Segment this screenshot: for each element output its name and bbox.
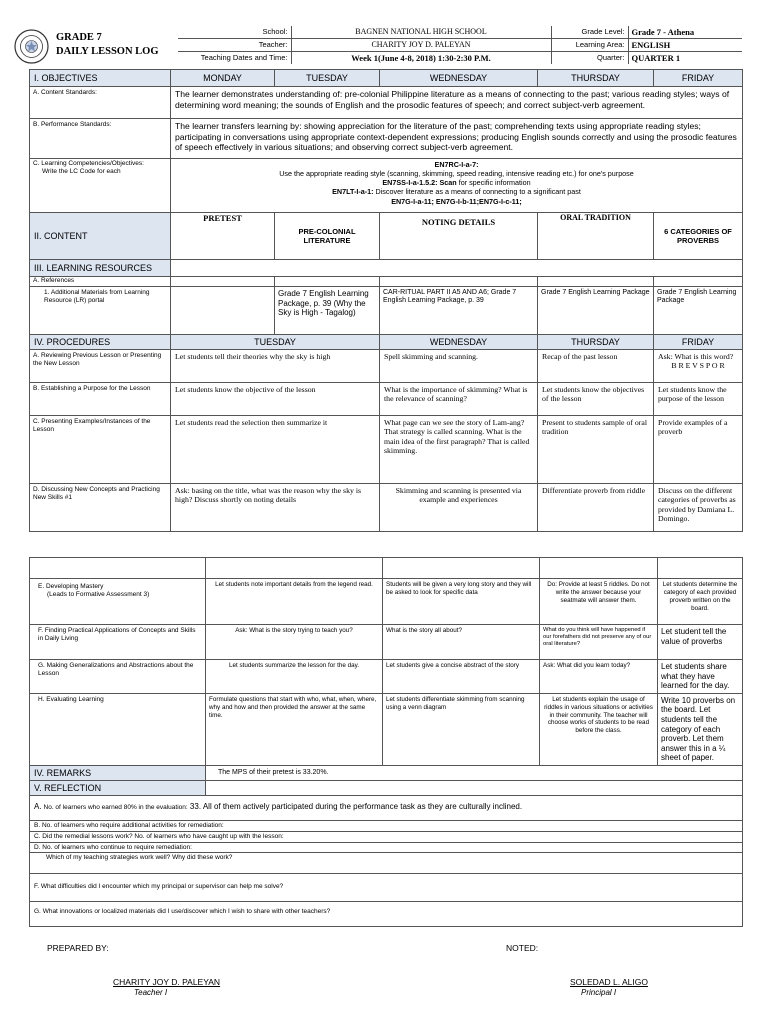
proc-f-thursday: What do you think will have happened if our forefathers did not preserve any of our oral literature? bbox=[540, 625, 658, 660]
proc-b-tuesday: Let students know the objective of the lesson bbox=[171, 383, 380, 416]
lc-code-4: EN7G-I-a-11; EN7G-I-b-11;EN7G-I-c-11; bbox=[391, 196, 522, 206]
additional-materials-label: 1. Additional Materials from Learning Resource (LR) portal bbox=[30, 287, 171, 335]
proc-f-wednesday: What is the story all about? bbox=[383, 625, 540, 660]
performance-standards-label: B. Performance Standards: bbox=[30, 119, 171, 159]
dll-main-table bbox=[29, 69, 743, 532]
objectives-header-row bbox=[30, 70, 743, 87]
principal-signature-name: SOLEDAD L. ALIGO bbox=[570, 977, 648, 987]
references-label: A. References bbox=[30, 277, 171, 287]
proc-a-friday-word: B R E V S P O R bbox=[671, 361, 725, 371]
content-standards-text: The learner demonstrates understanding of: pre-colonial Philippine literature as a means of connecting to the past; various reading styles; ways of determining word meaning; the sounds of English and the prosodic features of speech; and correct subject-verb agreement. bbox=[171, 87, 743, 119]
proc-a-thursday: Recap of the past lesson bbox=[538, 350, 654, 383]
proc-g-tuesday: Let students summarize the lesson for the day. bbox=[206, 660, 383, 694]
resources-title: III. LEARNING RESOURCES bbox=[30, 260, 171, 277]
school-value: BAGNEN NATIONAL HIGH SCHOOL bbox=[291, 26, 551, 39]
proc-b-label: B. Establishing a Purpose for the Lesson bbox=[30, 383, 171, 416]
proc-f-tuesday: Ask: What is the story trying to teach you? bbox=[206, 625, 383, 660]
grade-value: Grade 7 - Athena bbox=[628, 26, 742, 39]
day-tuesday: TUESDAY bbox=[275, 70, 380, 87]
teacher-label: Teacher: bbox=[178, 39, 291, 52]
procedures-title: IV. PROCEDURES bbox=[30, 335, 171, 350]
proc-b-thursday: Let students know the objectives of the lesson bbox=[538, 383, 654, 416]
day-thursday: THURSDAY bbox=[538, 70, 654, 87]
title-dll: DAILY LESSON LOG bbox=[56, 46, 159, 58]
quarter-label: Quarter: bbox=[551, 52, 628, 65]
proc-g-thursday: Ask: What did you learn today? bbox=[540, 660, 658, 694]
day-wednesday: WEDNESDAY bbox=[380, 70, 538, 87]
proc-c-label: C. Presenting Examples/Instances of the Lesson bbox=[30, 416, 171, 484]
reflection-g bbox=[30, 902, 743, 927]
proc-f-friday: Let student tell the value of proverbs bbox=[658, 625, 743, 660]
lc-desc-3: Discover literature as a means of connecting to a significant past bbox=[373, 187, 581, 197]
content-title: II. CONTENT bbox=[30, 213, 171, 260]
lc-desc-2: for specific information bbox=[456, 178, 531, 188]
proc-g-label: G. Making Generalizations and Abstractions about the Lesson bbox=[30, 660, 206, 694]
dll-lower-table bbox=[29, 557, 743, 927]
resource-friday: Grade 7 English Learning Package bbox=[654, 287, 743, 335]
grade-label: Grade Level: bbox=[551, 26, 628, 39]
reflection-d: D. No. of learners who continue to require remediation: bbox=[30, 842, 743, 853]
competencies-label: C. Learning Competencies/Objectives: bbox=[33, 160, 144, 167]
dates-value: Week 1(June 4-8, 2018) 1:30-2:30 P.M. bbox=[291, 52, 551, 65]
proc-a-wednesday: Spell skimming and scanning. bbox=[380, 350, 538, 383]
resource-thursday: Grade 7 English Learning Package bbox=[538, 287, 654, 335]
proc-c-wednesday: What page can we see the story of Lam-ang? That strategy is called scanning. What is the main idea of the first paragraph? That is called skimming. bbox=[380, 416, 538, 484]
area-value: ENGLISH bbox=[628, 39, 742, 52]
resource-tuesday: Grade 7 English Learning Package, p. 39 (Why the Sky is High - Tagalog) bbox=[275, 287, 380, 335]
reflection-a-letter: A. bbox=[34, 801, 42, 811]
deped-seal bbox=[14, 29, 49, 64]
lc-desc-1: Use the appropriate reading style (scanning, skimming, speed reading, intensive reading etc.) for one's purpose bbox=[279, 169, 634, 179]
proc-b-friday: Let students know the purpose of the lesson bbox=[654, 383, 743, 416]
doc-title bbox=[56, 31, 159, 59]
resource-wednesday: CAR-RITUAL PART II A5 AND A6; Grade 7 English Learning Package, p. 39 bbox=[380, 287, 538, 335]
proc-a-friday: Ask: What is this word? bbox=[658, 352, 734, 361]
proc-e-wednesday: Students will be given a very long story and they will be asked to look for specific data bbox=[383, 579, 540, 625]
reflection-title: V. REFLECTION bbox=[30, 780, 206, 795]
lc-code-3: EN7LT-I-a-1: bbox=[332, 187, 374, 197]
reflection-f bbox=[30, 874, 743, 902]
reflection-a-value: 33. All of them actively participated during the performance task as they are culturally inclined. bbox=[187, 801, 523, 811]
header-table bbox=[178, 26, 742, 64]
proc-e-tuesday: Let students note important details from the legend read. bbox=[206, 579, 383, 625]
proc-day-wednesday: WEDNESDAY bbox=[380, 335, 538, 350]
proc-a-label: A. Reviewing Previous Lesson or Presenting the New Lesson bbox=[30, 350, 171, 383]
proc-c-tuesday: Let students read the selection then summarize it bbox=[171, 416, 380, 484]
lc-code-2: EN7SS-I-a-1.5.2: Scan bbox=[382, 178, 457, 188]
reflection-c: C. Did the remedial lessons work? No. of learners who have caught up with the lesson: bbox=[30, 831, 743, 842]
content-monday: PRETEST bbox=[171, 213, 275, 260]
proc-e-label: E. Developing Mastery bbox=[38, 583, 104, 590]
proc-c-friday: Provide examples of a proverb bbox=[654, 416, 743, 484]
proc-day-thursday: THURSDAY bbox=[538, 335, 654, 350]
area-label: Learning Area: bbox=[551, 39, 628, 52]
content-standards-label: A. Content Standards: bbox=[30, 87, 171, 119]
reflection-b: B. No. of learners who require additional activities for remediation: bbox=[30, 820, 743, 831]
proc-g-wednesday: Let students give a concise abstract of the story bbox=[383, 660, 540, 694]
proc-h-label: H. Evaluating Learning bbox=[30, 693, 206, 765]
proc-h-wednesday: Let students differentiate skimming from scanning using a venn diagram bbox=[383, 693, 540, 765]
proc-d-label: D. Discussing New Concepts and Practicing New Skills #1 bbox=[30, 484, 171, 532]
content-friday: 6 CATEGORIES OF PROVERBS bbox=[654, 213, 743, 260]
lc-code-1: EN7RC-I-a-7: bbox=[434, 160, 479, 169]
title-grade: GRADE 7 bbox=[56, 32, 102, 43]
prepared-by-label: PREPARED BY: bbox=[47, 943, 109, 953]
proc-f-label: F. Finding Practical Applications of Concepts and Skills in Daily Living bbox=[30, 625, 206, 660]
teacher-signature-role: Teacher I bbox=[134, 988, 168, 997]
proc-b-wednesday: What is the importance of skimming? What is the relevance of scanning? bbox=[380, 383, 538, 416]
reflection-a-label: No. of learners who earned 80% in the evaluation: bbox=[43, 803, 188, 811]
proc-e-thursday: Do: Provide at least 5 riddles. Do not write the answer because your seatmate will answer them. bbox=[540, 579, 658, 625]
proc-d-tuesday: Ask: basing on the title, what was the reason why the sky is high? Discuss shortly on noting details bbox=[171, 484, 380, 532]
proc-e-sublabel: (Leads to Formative Assessment 3) bbox=[47, 591, 150, 599]
day-friday: FRIDAY bbox=[654, 70, 743, 87]
competencies-sublabel: Write the LC Code for each bbox=[42, 168, 121, 176]
reflection-f-text: What difficulties did I encounter which my principal or supervisor can help me solve? bbox=[40, 883, 284, 891]
remarks-title: IV. REMARKS bbox=[30, 765, 206, 780]
reflection-e: Which of my teaching strategies work well? Why did these work? bbox=[30, 853, 743, 874]
proc-e-friday: Let students determine the category of each provided proverb written on the board. bbox=[658, 579, 743, 625]
performance-standards-text: The learner transfers learning by: showing appreciation for the literature of the past; comprehending texts using appropriate reading styles; participating in conversations using appropriate context-dependent expressions; producing English sounds correctly and using the prosodic features of speech effectively in various situations; and observing correct subject-verb agreement. bbox=[171, 119, 743, 159]
competencies-text bbox=[171, 159, 743, 213]
reflection-g-text: What innovations or localized materials did I use/discover which I wish to share with other teachers? bbox=[42, 908, 331, 916]
reflection-f-letter: F. bbox=[34, 883, 40, 891]
proc-d-thursday: Differentiate proverb from riddle bbox=[538, 484, 654, 532]
teacher-value: CHARITY JOY D. PALEYAN bbox=[291, 39, 551, 52]
proc-h-friday: Write 10 proverbs on the board. Let students tell the category of each proverb. Let them answer this in a ¼ sheet of paper. bbox=[658, 693, 743, 765]
proc-g-friday: Let students share what they have learned for the day. bbox=[658, 660, 743, 694]
proc-c-thursday: Present to students sample of oral tradition bbox=[538, 416, 654, 484]
school-label: School: bbox=[178, 26, 291, 39]
proc-d-wednesday: Skimming and scanning is presented via example and experiences bbox=[380, 484, 538, 532]
dates-label: Teaching Dates and Time: bbox=[178, 52, 291, 65]
proc-a-tuesday: Let students tell their theories why the sky is high bbox=[171, 350, 380, 383]
proc-d-friday: Discuss on the different categories of proverbs as provided by Damiana L. Domingo. bbox=[654, 484, 743, 532]
noted-label: NOTED: bbox=[506, 943, 539, 953]
content-thursday: ORAL TRADITION bbox=[538, 213, 654, 260]
proc-day-friday: FRIDAY bbox=[654, 335, 743, 350]
reflection-a bbox=[30, 795, 743, 820]
reflection-g-letter: G. bbox=[34, 908, 41, 916]
quarter-value: QUARTER 1 bbox=[628, 52, 742, 65]
remarks-text: The MPS of their pretest is 33.20%. bbox=[206, 765, 743, 780]
day-monday: MONDAY bbox=[171, 70, 275, 87]
objectives-title: I. OBJECTIVES bbox=[30, 70, 171, 87]
proc-day-tuesday: TUESDAY bbox=[171, 335, 380, 350]
content-tuesday: PRE-COLONIAL LITERATURE bbox=[275, 213, 380, 260]
content-wednesday: NOTING DETAILS bbox=[380, 213, 538, 260]
proc-h-tuesday: Formulate questions that start with who, what, when, where, why and how and then provided the answer at the same time. bbox=[206, 693, 383, 765]
principal-signature-role: Principal I bbox=[581, 988, 617, 997]
proc-h-thursday: Let students explain the usage of riddles in various situations or activities in their community. The teacher will choose works of students to be read before the class. bbox=[540, 693, 658, 765]
teacher-signature-name: CHARITY JOY D. PALEYAN bbox=[113, 977, 221, 987]
